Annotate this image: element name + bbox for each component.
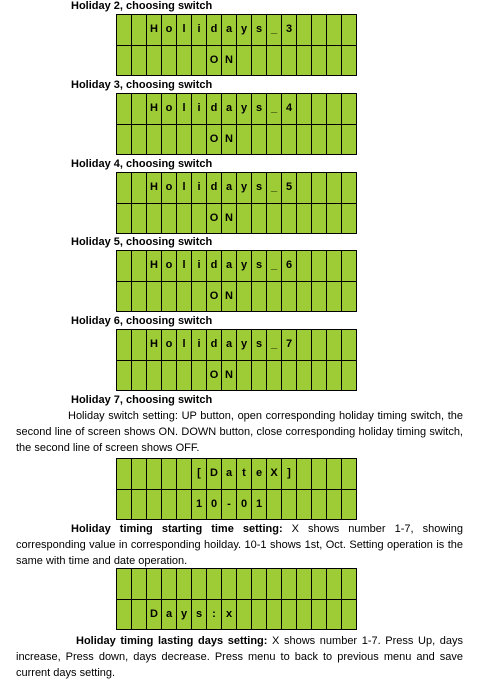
lcd-char-cell	[297, 330, 311, 360]
lcd-char-cell: o	[162, 330, 176, 360]
lcd-char-cell	[192, 204, 206, 234]
lcd-char-cell	[342, 173, 356, 203]
lcd-char-cell: s	[252, 251, 266, 281]
lcd-screen	[116, 250, 357, 312]
lcd-char-cell: a	[222, 15, 236, 45]
lcd-char-cell	[327, 459, 341, 489]
lcd-char-cell	[162, 125, 176, 155]
lcd-char-cell	[252, 361, 266, 391]
lcd-char-cell: a	[222, 251, 236, 281]
lcd-char-cell: l	[177, 251, 191, 281]
lcd-char-cell: i	[192, 251, 206, 281]
lcd-char-cell	[237, 46, 251, 76]
lcd-char-cell: N	[222, 361, 236, 391]
lcd-char-cell	[162, 490, 176, 520]
lcd-char-cell	[297, 15, 311, 45]
lcd-char-cell	[312, 15, 326, 45]
lcd-char-cell	[312, 282, 326, 312]
lcd-char-cell	[327, 251, 341, 281]
lcd-char-cell	[192, 46, 206, 76]
lcd-char-cell: d	[207, 330, 221, 360]
heading-holiday-4: Holiday 4, choosing switch	[71, 158, 213, 170]
lcd-char-cell	[117, 330, 131, 360]
lcd-char-cell: _	[267, 173, 281, 203]
lcd-char-cell: 6	[282, 251, 296, 281]
lcd-char-cell	[297, 204, 311, 234]
lcd-char-cell	[342, 490, 356, 520]
lcd-char-cell	[297, 569, 311, 599]
lcd-char-cell	[297, 459, 311, 489]
lcd-char-cell	[132, 94, 146, 124]
lcd-char-cell	[312, 251, 326, 281]
lcd-char-cell	[342, 330, 356, 360]
lcd-char-cell	[327, 569, 341, 599]
lcd-char-cell: y	[237, 173, 251, 203]
lcd-char-cell: 0	[207, 490, 221, 520]
lcd-char-cell	[117, 173, 131, 203]
lcd-char-cell	[132, 15, 146, 45]
lcd-char-cell	[282, 46, 296, 76]
lcd-char-cell	[237, 125, 251, 155]
lcd-char-cell	[177, 459, 191, 489]
lcd-char-cell	[132, 569, 146, 599]
lcd-char-cell: s	[252, 15, 266, 45]
lcd-char-cell	[282, 204, 296, 234]
lcd-char-cell	[117, 94, 131, 124]
lcd-char-cell	[117, 282, 131, 312]
lcd-char-cell	[327, 15, 341, 45]
lcd-char-cell	[327, 330, 341, 360]
lcd-char-cell	[282, 569, 296, 599]
lcd-screen	[116, 568, 357, 630]
paragraph-start-time	[16, 521, 463, 569]
lcd-char-cell	[147, 282, 161, 312]
lcd-char-cell	[327, 282, 341, 312]
lcd-char-cell	[342, 125, 356, 155]
lcd-char-cell: O	[207, 125, 221, 155]
lcd-char-cell	[162, 361, 176, 391]
lcd-char-cell: y	[237, 94, 251, 124]
lcd-char-cell: a	[222, 173, 236, 203]
lcd-char-cell	[327, 600, 341, 630]
lcd-char-cell	[252, 600, 266, 630]
paragraph-lasting-days	[16, 633, 463, 681]
lcd-char-cell	[267, 125, 281, 155]
lcd-char-cell	[132, 46, 146, 76]
lcd-char-cell: s	[252, 173, 266, 203]
lcd-char-cell	[267, 282, 281, 312]
lcd-char-cell	[267, 600, 281, 630]
lcd-char-cell	[177, 125, 191, 155]
lcd-char-cell	[237, 600, 251, 630]
lcd-char-cell	[117, 459, 131, 489]
lcd-char-cell	[147, 490, 161, 520]
lcd-char-cell: l	[177, 173, 191, 203]
lcd-char-cell	[192, 569, 206, 599]
lcd-char-cell	[327, 125, 341, 155]
lcd-char-cell	[327, 94, 341, 124]
lcd-char-cell	[117, 569, 131, 599]
lcd-char-cell: 5	[282, 173, 296, 203]
lcd-char-cell	[132, 361, 146, 391]
lcd-char-cell	[237, 569, 251, 599]
lcd-char-cell	[117, 600, 131, 630]
lcd-char-cell	[192, 361, 206, 391]
lcd-char-cell: y	[237, 15, 251, 45]
lcd-char-cell	[297, 600, 311, 630]
lcd-char-cell	[147, 204, 161, 234]
lcd-char-cell: d	[207, 94, 221, 124]
lcd-char-cell	[342, 282, 356, 312]
lcd-screen	[116, 93, 357, 155]
lcd-char-cell: y	[237, 251, 251, 281]
lcd-screen	[116, 458, 357, 520]
lcd-char-cell	[282, 282, 296, 312]
lcd-char-cell: s	[192, 600, 206, 630]
lcd-char-cell	[117, 125, 131, 155]
lcd-char-cell: 3	[282, 15, 296, 45]
lcd-char-cell: 0	[237, 490, 251, 520]
lcd-char-cell: y	[177, 600, 191, 630]
lcd-char-cell: _	[267, 330, 281, 360]
lcd-char-cell	[342, 15, 356, 45]
lcd-char-cell	[282, 600, 296, 630]
lcd-char-cell	[312, 173, 326, 203]
lasting-days-label: Holiday timing lasting days setting:	[76, 635, 268, 647]
start-time-label: Holiday timing starting time setting:	[71, 523, 283, 535]
lcd-char-cell: H	[147, 251, 161, 281]
switch-setting-text: Holiday switch setting: UP button, open corresponding holiday timing switch, the second line of screen shows ON. DOWN button, close corresponding holiday timing switch, the second line of screen shows OFF.	[16, 410, 463, 454]
lcd-char-cell: i	[192, 94, 206, 124]
lcd-char-cell: d	[207, 173, 221, 203]
lcd-char-cell: a	[162, 600, 176, 630]
lcd-char-cell	[162, 569, 176, 599]
lcd-char-cell: o	[162, 173, 176, 203]
lcd-char-cell	[312, 330, 326, 360]
lcd-char-cell	[297, 125, 311, 155]
lcd-char-cell	[147, 361, 161, 391]
lcd-char-cell: D	[147, 600, 161, 630]
lcd-char-cell: N	[222, 125, 236, 155]
lcd-char-cell: s	[252, 94, 266, 124]
lcd-char-cell	[162, 46, 176, 76]
lcd-char-cell: D	[207, 459, 221, 489]
lcd-char-cell: x	[222, 600, 236, 630]
lcd-char-cell: H	[147, 94, 161, 124]
lcd-char-cell	[327, 204, 341, 234]
lcd-char-cell: H	[147, 173, 161, 203]
lcd-char-cell	[312, 125, 326, 155]
lcd-char-cell	[267, 204, 281, 234]
lcd-char-cell	[297, 282, 311, 312]
lcd-char-cell	[297, 490, 311, 520]
lcd-char-cell: a	[222, 459, 236, 489]
lcd-char-cell	[342, 94, 356, 124]
lcd-char-cell	[132, 251, 146, 281]
lcd-char-cell	[117, 46, 131, 76]
lcd-char-cell: [	[192, 459, 206, 489]
lcd-char-cell: 4	[282, 94, 296, 124]
lcd-char-cell	[342, 459, 356, 489]
start-time-text: X shows number 1-7, showing corresponding value in corresponding hoilday. 10-1 shows 1st, Oct. Setting operation is the same with time and date operation.	[16, 523, 463, 567]
lcd-char-cell	[132, 282, 146, 312]
lcd-char-cell	[312, 490, 326, 520]
lcd-char-cell	[252, 204, 266, 234]
lcd-char-cell: :	[207, 600, 221, 630]
paragraph-switch-setting	[16, 408, 463, 456]
lcd-char-cell	[327, 46, 341, 76]
lcd-char-cell: O	[207, 361, 221, 391]
lcd-char-cell	[177, 361, 191, 391]
lcd-char-cell	[162, 204, 176, 234]
lcd-char-cell: O	[207, 204, 221, 234]
lcd-char-cell	[312, 46, 326, 76]
lcd-char-cell	[237, 282, 251, 312]
lcd-char-cell	[117, 251, 131, 281]
lcd-char-cell	[222, 569, 236, 599]
lcd-screen	[116, 329, 357, 391]
lcd-char-cell: i	[192, 173, 206, 203]
lcd-char-cell	[177, 490, 191, 520]
lcd-char-cell	[252, 282, 266, 312]
lcd-char-cell: N	[222, 204, 236, 234]
lcd-char-cell	[117, 490, 131, 520]
lcd-char-cell: _	[267, 251, 281, 281]
lcd-char-cell	[177, 569, 191, 599]
lcd-char-cell	[132, 173, 146, 203]
lcd-screen	[116, 172, 357, 234]
lcd-char-cell	[207, 569, 221, 599]
lcd-char-cell	[132, 330, 146, 360]
lcd-char-cell	[192, 282, 206, 312]
lcd-char-cell	[132, 490, 146, 520]
lcd-char-cell	[162, 459, 176, 489]
lcd-char-cell: X	[267, 459, 281, 489]
lcd-char-cell	[267, 490, 281, 520]
lcd-char-cell: o	[162, 251, 176, 281]
heading-holiday-7: Holiday 7, choosing switch	[71, 394, 213, 406]
lcd-char-cell	[312, 204, 326, 234]
lcd-char-cell: i	[192, 330, 206, 360]
lcd-char-cell: i	[192, 15, 206, 45]
lcd-char-cell	[312, 459, 326, 489]
lcd-char-cell: O	[207, 282, 221, 312]
lcd-char-cell	[147, 459, 161, 489]
lcd-char-cell: 7	[282, 330, 296, 360]
lcd-char-cell	[147, 125, 161, 155]
lcd-char-cell: -	[222, 490, 236, 520]
lcd-char-cell	[342, 204, 356, 234]
lcd-char-cell: o	[162, 15, 176, 45]
lcd-char-cell	[177, 282, 191, 312]
lcd-char-cell	[297, 361, 311, 391]
lcd-char-cell	[132, 125, 146, 155]
lcd-char-cell: _	[267, 15, 281, 45]
heading-holiday-5: Holiday 5, choosing switch	[71, 236, 213, 248]
lcd-char-cell: l	[177, 15, 191, 45]
lcd-char-cell: N	[222, 46, 236, 76]
lcd-char-cell	[147, 46, 161, 76]
lcd-char-cell: d	[207, 251, 221, 281]
lcd-char-cell	[342, 569, 356, 599]
lcd-char-cell: H	[147, 15, 161, 45]
lcd-char-cell	[117, 361, 131, 391]
lcd-char-cell: l	[177, 94, 191, 124]
lcd-char-cell	[267, 569, 281, 599]
heading-holiday-6: Holiday 6, choosing switch	[71, 315, 213, 327]
lcd-char-cell: _	[267, 94, 281, 124]
lcd-char-cell	[282, 490, 296, 520]
lcd-char-cell	[297, 46, 311, 76]
lcd-char-cell	[177, 46, 191, 76]
lasting-days-text: X shows number 1-7. Press Up, days increase, Press down, days decrease. Press menu to back to previous menu and save current days setting.	[16, 635, 463, 679]
lcd-char-cell: ]	[282, 459, 296, 489]
lcd-char-cell	[342, 600, 356, 630]
lcd-char-cell: a	[222, 94, 236, 124]
heading-holiday-3: Holiday 3, choosing switch	[71, 79, 213, 91]
lcd-char-cell	[342, 361, 356, 391]
lcd-char-cell	[282, 361, 296, 391]
lcd-char-cell	[297, 94, 311, 124]
heading-holiday-2: Holiday 2, choosing switch	[71, 0, 213, 12]
lcd-char-cell	[237, 361, 251, 391]
lcd-char-cell: d	[207, 15, 221, 45]
lcd-char-cell	[132, 459, 146, 489]
lcd-char-cell: y	[237, 330, 251, 360]
lcd-char-cell	[252, 569, 266, 599]
lcd-char-cell	[327, 361, 341, 391]
lcd-screen	[116, 14, 357, 76]
lcd-char-cell	[162, 282, 176, 312]
lcd-char-cell	[312, 94, 326, 124]
lcd-char-cell: e	[252, 459, 266, 489]
lcd-char-cell	[267, 46, 281, 76]
lcd-char-cell	[132, 204, 146, 234]
lcd-char-cell	[177, 204, 191, 234]
lcd-char-cell	[132, 600, 146, 630]
lcd-char-cell	[117, 204, 131, 234]
lcd-char-cell: 1	[252, 490, 266, 520]
lcd-char-cell	[297, 251, 311, 281]
lcd-char-cell	[252, 125, 266, 155]
lcd-char-cell: N	[222, 282, 236, 312]
lcd-char-cell	[342, 46, 356, 76]
lcd-char-cell: l	[177, 330, 191, 360]
lcd-char-cell: s	[252, 330, 266, 360]
lcd-char-cell	[327, 173, 341, 203]
lcd-char-cell	[312, 361, 326, 391]
lcd-char-cell: 1	[192, 490, 206, 520]
lcd-char-cell	[312, 600, 326, 630]
lcd-char-cell: H	[147, 330, 161, 360]
lcd-char-cell	[297, 173, 311, 203]
lcd-char-cell: o	[162, 94, 176, 124]
lcd-char-cell: a	[222, 330, 236, 360]
lcd-char-cell: t	[237, 459, 251, 489]
lcd-char-cell	[192, 125, 206, 155]
lcd-char-cell	[237, 204, 251, 234]
lcd-char-cell	[327, 490, 341, 520]
lcd-char-cell	[342, 251, 356, 281]
lcd-char-cell	[312, 569, 326, 599]
lcd-char-cell	[117, 15, 131, 45]
lcd-char-cell	[252, 46, 266, 76]
lcd-char-cell	[282, 125, 296, 155]
lcd-char-cell: O	[207, 46, 221, 76]
lcd-char-cell	[147, 569, 161, 599]
lcd-char-cell	[267, 361, 281, 391]
